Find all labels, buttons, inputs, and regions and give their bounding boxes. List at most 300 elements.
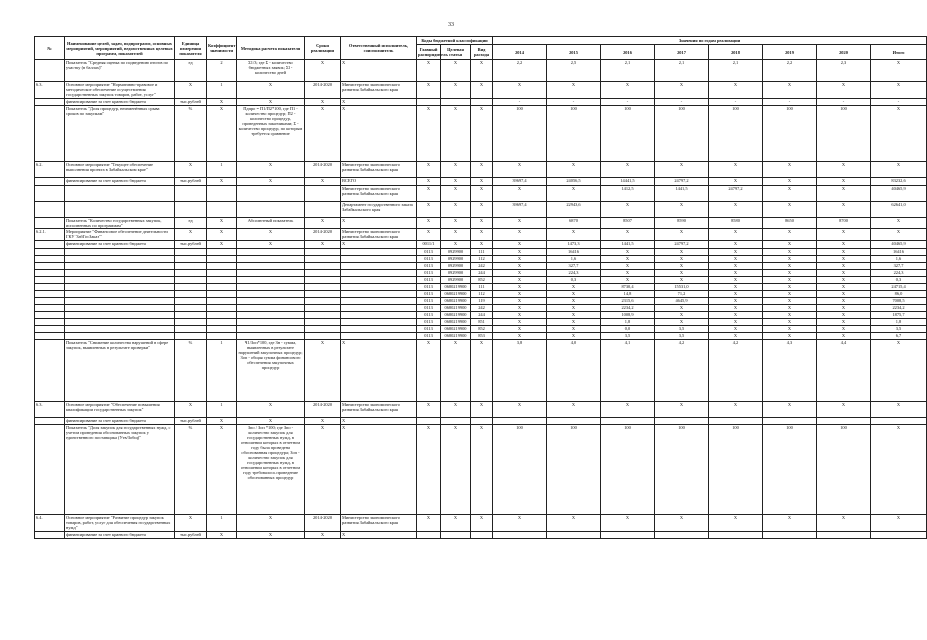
row-kbk: 244 xyxy=(471,312,493,319)
header-kbk: Коды бюджетной классификации xyxy=(417,37,493,45)
row-method xyxy=(237,291,305,298)
row-kbk: 0113 xyxy=(417,326,441,333)
row-period xyxy=(305,319,341,326)
row-kbk: 119 xyxy=(471,298,493,305)
row-year-value: Х xyxy=(817,82,871,99)
row-coef xyxy=(207,298,237,305)
row-year-value: 8730,4 xyxy=(601,284,655,291)
row-year-value: 24056,5 xyxy=(547,178,601,186)
row-executor xyxy=(341,305,417,312)
row-year-value: 14,8 xyxy=(601,291,655,298)
row-coef xyxy=(207,284,237,291)
table-row xyxy=(35,305,927,312)
row-year-value xyxy=(493,418,547,425)
table-row xyxy=(35,82,927,99)
row-coef: 1 xyxy=(207,162,237,178)
row-coef: Х xyxy=(207,106,237,162)
row-year-value: Х xyxy=(817,178,871,186)
row-executor: Х xyxy=(341,241,417,249)
row-year-value: Х xyxy=(709,241,763,249)
table-row xyxy=(35,202,927,218)
row-year-value: Х xyxy=(709,402,763,418)
row-year-value xyxy=(655,418,709,425)
row-kbk: 0113 xyxy=(417,291,441,298)
row-year-value: Х xyxy=(493,277,547,284)
row-coef: Х xyxy=(207,229,237,241)
header-period: Сроки реализации xyxy=(305,37,341,60)
row-year-value: Х xyxy=(763,229,817,241)
row-year-value: Х xyxy=(601,270,655,277)
row-year-value: 7008,5 xyxy=(871,298,927,305)
row-period: Х xyxy=(305,241,341,249)
header-year: 2017 xyxy=(655,45,709,60)
row-method: Х xyxy=(237,99,305,106)
row-kbk: 111 xyxy=(471,249,493,256)
table-row xyxy=(35,340,927,402)
row-year-value: Х xyxy=(493,186,547,202)
row-year-value: Х xyxy=(871,218,927,229)
row-unit: Х xyxy=(175,82,207,99)
row-num: 6.2.1. xyxy=(35,229,65,241)
row-year-value: 100 xyxy=(493,425,547,515)
row-period: Х xyxy=(305,425,341,515)
row-year-value: 8507 xyxy=(601,218,655,229)
row-year-value: 6,7 xyxy=(871,333,927,340)
row-kbk: 0113 xyxy=(417,256,441,263)
row-year-value: 100 xyxy=(601,106,655,162)
row-num xyxy=(35,326,65,333)
row-kbk: Х xyxy=(417,60,441,82)
row-year-value: Х xyxy=(547,319,601,326)
row-name xyxy=(65,284,175,291)
row-name: Показатель "Доля процедур, неизменённых срыва сроков по закупкам" xyxy=(65,106,175,162)
row-year-value: 0,3 xyxy=(547,277,601,284)
row-year-value: Х xyxy=(493,263,547,270)
row-year-value: Х xyxy=(763,291,817,298)
row-period: 2014-2020 xyxy=(305,162,341,178)
header-kbk-sub: Вид расхода xyxy=(471,45,493,60)
table-row xyxy=(35,99,927,106)
row-period: 2014-2020 xyxy=(305,402,341,418)
row-kbk: Х xyxy=(417,340,441,402)
row-num xyxy=(35,263,65,270)
row-num xyxy=(35,284,65,291)
row-executor: Х xyxy=(341,218,417,229)
row-year-value: Х xyxy=(547,82,601,99)
row-unit: Х xyxy=(175,515,207,532)
row-year-value: Х xyxy=(493,284,547,291)
row-year-value: Х xyxy=(709,298,763,305)
row-year-value: Х xyxy=(493,333,547,340)
row-year-value: - xyxy=(763,99,817,106)
row-year-value: 8700 xyxy=(817,218,871,229)
row-year-value: Х xyxy=(655,319,709,326)
header-year: 2019 xyxy=(763,45,817,60)
row-kbk: 111 xyxy=(471,284,493,291)
row-name: финансирование за счет краевого бюджета xyxy=(65,99,175,106)
row-unit: Х xyxy=(175,162,207,178)
row-method xyxy=(237,305,305,312)
row-year-value: 4,0 xyxy=(547,340,601,402)
row-year-value: 2,3 xyxy=(817,60,871,82)
row-year-value: Х xyxy=(601,515,655,532)
row-num xyxy=(35,106,65,162)
row-kbk: Х xyxy=(441,241,471,249)
row-method xyxy=(237,263,305,270)
row-year-value: 1441,5 xyxy=(655,186,709,202)
row-unit xyxy=(175,291,207,298)
program-table-sheet xyxy=(34,36,906,539)
row-year-value: Х xyxy=(763,333,817,340)
row-name xyxy=(65,249,175,256)
row-executor xyxy=(341,270,417,277)
row-year-value: Х xyxy=(655,402,709,418)
row-kbk: Х xyxy=(441,425,471,515)
row-year-value: Х xyxy=(817,277,871,284)
row-name xyxy=(65,291,175,298)
row-year-value: Х xyxy=(493,241,547,249)
row-executor xyxy=(341,284,417,291)
row-year-value: 8590 xyxy=(655,218,709,229)
row-period xyxy=(305,312,341,319)
header-kbk-sub: Целевая статья xyxy=(441,45,471,60)
row-period: Х xyxy=(305,99,341,106)
row-year-value: 62641,0 xyxy=(871,202,927,218)
row-num: 6.2. xyxy=(35,162,65,178)
row-kbk: 0680219900 xyxy=(441,291,471,298)
row-num xyxy=(35,425,65,515)
table-row xyxy=(35,319,927,326)
row-method xyxy=(237,277,305,284)
row-name: финансирование за счет краевого бюджета xyxy=(65,241,175,249)
row-year-value: Х xyxy=(655,277,709,284)
row-num: 6.3. xyxy=(35,402,65,418)
row-period: Х xyxy=(305,60,341,82)
row-executor: Министерство экономического развития Забайкальского края xyxy=(341,162,417,178)
row-year-value: 100 xyxy=(547,425,601,515)
row-executor: Х xyxy=(341,99,417,106)
row-num xyxy=(35,312,65,319)
row-year-value: Х xyxy=(709,515,763,532)
row-num xyxy=(35,291,65,298)
row-num: 6.3. xyxy=(35,82,65,99)
row-year-value: 2234,2 xyxy=(871,305,927,312)
table-row xyxy=(35,402,927,418)
row-year-value: Х xyxy=(817,270,871,277)
row-year-value: Х xyxy=(655,263,709,270)
header-name: Наименование целей, задач, подпрограмм, основных мероприятий, мероприятий, ведомственных целевых программ, показателей xyxy=(65,37,175,60)
table-row xyxy=(35,178,927,186)
row-year-value: 100 xyxy=(655,106,709,162)
row-coef: 2 xyxy=(207,60,237,82)
row-period xyxy=(305,277,341,284)
row-year-value: Х xyxy=(655,82,709,99)
row-year-value: Х xyxy=(817,515,871,532)
row-num xyxy=(35,532,65,539)
row-kbk: Х xyxy=(471,106,493,162)
row-executor xyxy=(341,312,417,319)
table-row xyxy=(35,326,927,333)
row-year-value: 4,3 xyxy=(763,340,817,402)
row-year-value: 1,8 xyxy=(601,319,655,326)
row-name: Показатель "Количество государственных закупок, исполненных по программам" xyxy=(65,218,175,229)
row-year-value: Х xyxy=(763,284,817,291)
row-unit xyxy=(175,256,207,263)
row-period xyxy=(305,305,341,312)
row-method: Х xyxy=(237,532,305,539)
row-kbk: Х xyxy=(471,60,493,82)
row-coef: Х xyxy=(207,218,237,229)
row-year-value: 3,5 xyxy=(655,333,709,340)
row-year-value: 0,3 xyxy=(871,277,927,284)
row-year-value: Х xyxy=(763,263,817,270)
row-kbk: Х xyxy=(471,340,493,402)
row-unit: % xyxy=(175,106,207,162)
row-year-value: Х xyxy=(817,319,871,326)
row-year-value: 2315,6 xyxy=(601,298,655,305)
row-num xyxy=(35,305,65,312)
row-year-value: Х xyxy=(817,284,871,291)
row-period xyxy=(305,284,341,291)
row-year-value: 24797,2 xyxy=(655,241,709,249)
row-year-value: 24715,4 xyxy=(871,284,927,291)
row-kbk: 0113 xyxy=(417,333,441,340)
page-number: 33 xyxy=(448,22,454,28)
row-year-value: Х xyxy=(547,312,601,319)
table-row xyxy=(35,418,927,425)
row-kbk: Х xyxy=(417,515,441,532)
row-kbk: Х xyxy=(471,82,493,99)
header-year: 2015 xyxy=(547,45,601,60)
table-row xyxy=(35,249,927,256)
row-year-value: Х xyxy=(709,82,763,99)
row-name xyxy=(65,298,175,305)
row-kbk: 0680219900 xyxy=(441,284,471,291)
row-year-value: 24797,2 xyxy=(709,186,763,202)
row-method: Ч1/Зоп*100, где Зн - сумма, выявленных в результате нарушений закупочных процедур; Зоп - общая сумма финансового обеспечения закупочных процедур xyxy=(237,340,305,402)
row-kbk: Х xyxy=(417,82,441,99)
row-year-value: Х xyxy=(547,162,601,178)
row-num: 6.4. xyxy=(35,515,65,532)
row-year-value: Х xyxy=(547,186,601,202)
row-kbk: 0929900 xyxy=(441,270,471,277)
row-year-value: Х xyxy=(493,162,547,178)
row-unit xyxy=(175,319,207,326)
row-num xyxy=(35,333,65,340)
row-year-value: Х xyxy=(763,298,817,305)
row-method xyxy=(237,326,305,333)
row-year-value xyxy=(601,532,655,539)
row-coef: 1 xyxy=(207,402,237,418)
row-coef: 1 xyxy=(207,515,237,532)
table-row xyxy=(35,270,927,277)
row-kbk: 242 xyxy=(471,263,493,270)
row-kbk: Х xyxy=(441,60,471,82)
row-year-value: 224,3 xyxy=(871,270,927,277)
row-unit: тыс.рублей xyxy=(175,99,207,106)
row-executor: Х xyxy=(341,425,417,515)
row-year-value xyxy=(871,418,927,425)
table-row xyxy=(35,218,927,229)
header-year: 2014 xyxy=(493,45,547,60)
row-year-value xyxy=(547,418,601,425)
row-year-value: - xyxy=(601,99,655,106)
row-period: Х xyxy=(305,106,341,162)
row-year-value: Х xyxy=(871,425,927,515)
row-year-value: Х xyxy=(601,263,655,270)
row-executor xyxy=(341,298,417,305)
row-year-value: Х xyxy=(817,312,871,319)
row-num xyxy=(35,178,65,186)
row-executor: Министерство экономического развития Забайкальского края xyxy=(341,229,417,241)
row-year-value: - xyxy=(817,99,871,106)
row-year-value: Х xyxy=(871,162,927,178)
header-year: 2018 xyxy=(709,45,763,60)
row-year-value: Х xyxy=(817,186,871,202)
row-year-value: Х xyxy=(871,60,927,82)
row-year-value: Х xyxy=(493,249,547,256)
row-year-value: Х xyxy=(655,256,709,263)
row-kbk: Х xyxy=(441,402,471,418)
row-executor: Министерство экономического развития Забайкальского края xyxy=(341,402,417,418)
row-year-value: 4,1 xyxy=(601,340,655,402)
row-year-value: Х xyxy=(601,249,655,256)
row-coef xyxy=(207,305,237,312)
row-year-value: 24797,2 xyxy=(655,178,709,186)
row-year-value: Х xyxy=(709,284,763,291)
row-method xyxy=(237,249,305,256)
row-year-value xyxy=(763,418,817,425)
row-name: Показатель "Снижение количества нарушений в сфере закупок, выявленных в результате проверки" xyxy=(65,340,175,402)
row-year-value: Х xyxy=(709,270,763,277)
row-year-value: 3,5 xyxy=(655,326,709,333)
row-year-value: Х xyxy=(763,202,817,218)
row-year-value: Х xyxy=(817,162,871,178)
table-row xyxy=(35,298,927,305)
row-kbk: Х xyxy=(471,186,493,202)
row-year-value: 1875,7 xyxy=(871,312,927,319)
row-kbk: 853 xyxy=(471,333,493,340)
row-year-value: 22943,6 xyxy=(547,202,601,218)
row-year-value: 2,2 xyxy=(493,60,547,82)
row-year-value: Х xyxy=(817,202,871,218)
header-year: 2020 xyxy=(817,45,871,60)
row-year-value: 15531,0 xyxy=(655,284,709,291)
row-year-value: Х xyxy=(493,515,547,532)
row-unit: ед xyxy=(175,218,207,229)
row-year-value: Х xyxy=(601,402,655,418)
row-year-value: 83232,6 xyxy=(871,178,927,186)
row-kbk: Х xyxy=(441,82,471,99)
row-year-value: Х xyxy=(817,241,871,249)
row-period: Х xyxy=(305,532,341,539)
row-year-value xyxy=(871,532,927,539)
row-year-value: 3,5 xyxy=(601,333,655,340)
row-kbk: Х xyxy=(441,178,471,186)
row-year-value: Х xyxy=(655,202,709,218)
row-kbk: Х xyxy=(441,218,471,229)
row-coef xyxy=(207,319,237,326)
row-year-value: - xyxy=(655,99,709,106)
row-year-value xyxy=(817,532,871,539)
row-coef: Х xyxy=(207,532,237,539)
row-year-value: Х xyxy=(601,202,655,218)
row-method xyxy=(237,186,305,202)
row-year-value: 100 xyxy=(817,106,871,162)
row-executor xyxy=(341,249,417,256)
row-year-value xyxy=(817,418,871,425)
row-name: Основное мероприятие "Нормативно-правовое и методическое обеспечение осуществления государственных закупок товаров, работ, услуг" xyxy=(65,82,175,99)
row-kbk: Х xyxy=(471,218,493,229)
row-kbk: 244 xyxy=(471,270,493,277)
row-year-value: Х xyxy=(763,319,817,326)
row-unit xyxy=(175,305,207,312)
row-kbk: 0113 xyxy=(417,298,441,305)
row-year-value: 4,2 xyxy=(655,340,709,402)
header-unit: Единица измерения показателя xyxy=(175,37,207,60)
row-year-value: 40465,9 xyxy=(871,241,927,249)
row-year-value xyxy=(493,532,547,539)
row-name xyxy=(65,333,175,340)
row-coef xyxy=(207,249,237,256)
row-year-value: 100 xyxy=(655,425,709,515)
row-num xyxy=(35,186,65,202)
row-coef: Х xyxy=(207,99,237,106)
row-name xyxy=(65,263,175,270)
row-kbk: 112 xyxy=(471,291,493,298)
row-name xyxy=(65,319,175,326)
table-row xyxy=(35,277,927,284)
row-name xyxy=(65,326,175,333)
row-unit xyxy=(175,263,207,270)
row-year-value: Х xyxy=(709,291,763,298)
row-year-value: 1473,3 xyxy=(547,241,601,249)
row-kbk xyxy=(441,532,471,539)
table-row xyxy=(35,532,927,539)
row-year-value: Х xyxy=(709,249,763,256)
row-year-value: 100 xyxy=(709,106,763,162)
row-year-value: 2,1 xyxy=(601,60,655,82)
row-year-value xyxy=(547,532,601,539)
table-row xyxy=(35,263,927,270)
row-kbk: Х xyxy=(417,162,441,178)
row-method: Х xyxy=(237,418,305,425)
row-year-value: 0,0 xyxy=(601,326,655,333)
row-year-value: Х xyxy=(547,326,601,333)
row-period xyxy=(305,202,341,218)
row-kbk: Х xyxy=(471,425,493,515)
row-executor xyxy=(341,326,417,333)
row-kbk: 0113 xyxy=(417,249,441,256)
table-row xyxy=(35,515,927,532)
row-method: Х xyxy=(237,162,305,178)
table-row xyxy=(35,186,927,202)
row-coef: 1 xyxy=(207,340,237,402)
row-kbk: 0113 xyxy=(417,319,441,326)
row-executor: Х xyxy=(341,532,417,539)
row-kbk: Х xyxy=(417,202,441,218)
row-coef: Х xyxy=(207,241,237,249)
row-num xyxy=(35,319,65,326)
table-row xyxy=(35,241,927,249)
row-year-value: Х xyxy=(763,82,817,99)
row-year-value: Х xyxy=(493,326,547,333)
row-year-value: Х xyxy=(655,305,709,312)
row-kbk: Х xyxy=(471,402,493,418)
row-unit xyxy=(175,312,207,319)
row-year-value: Х xyxy=(709,263,763,270)
row-year-value: 6870 xyxy=(547,218,601,229)
